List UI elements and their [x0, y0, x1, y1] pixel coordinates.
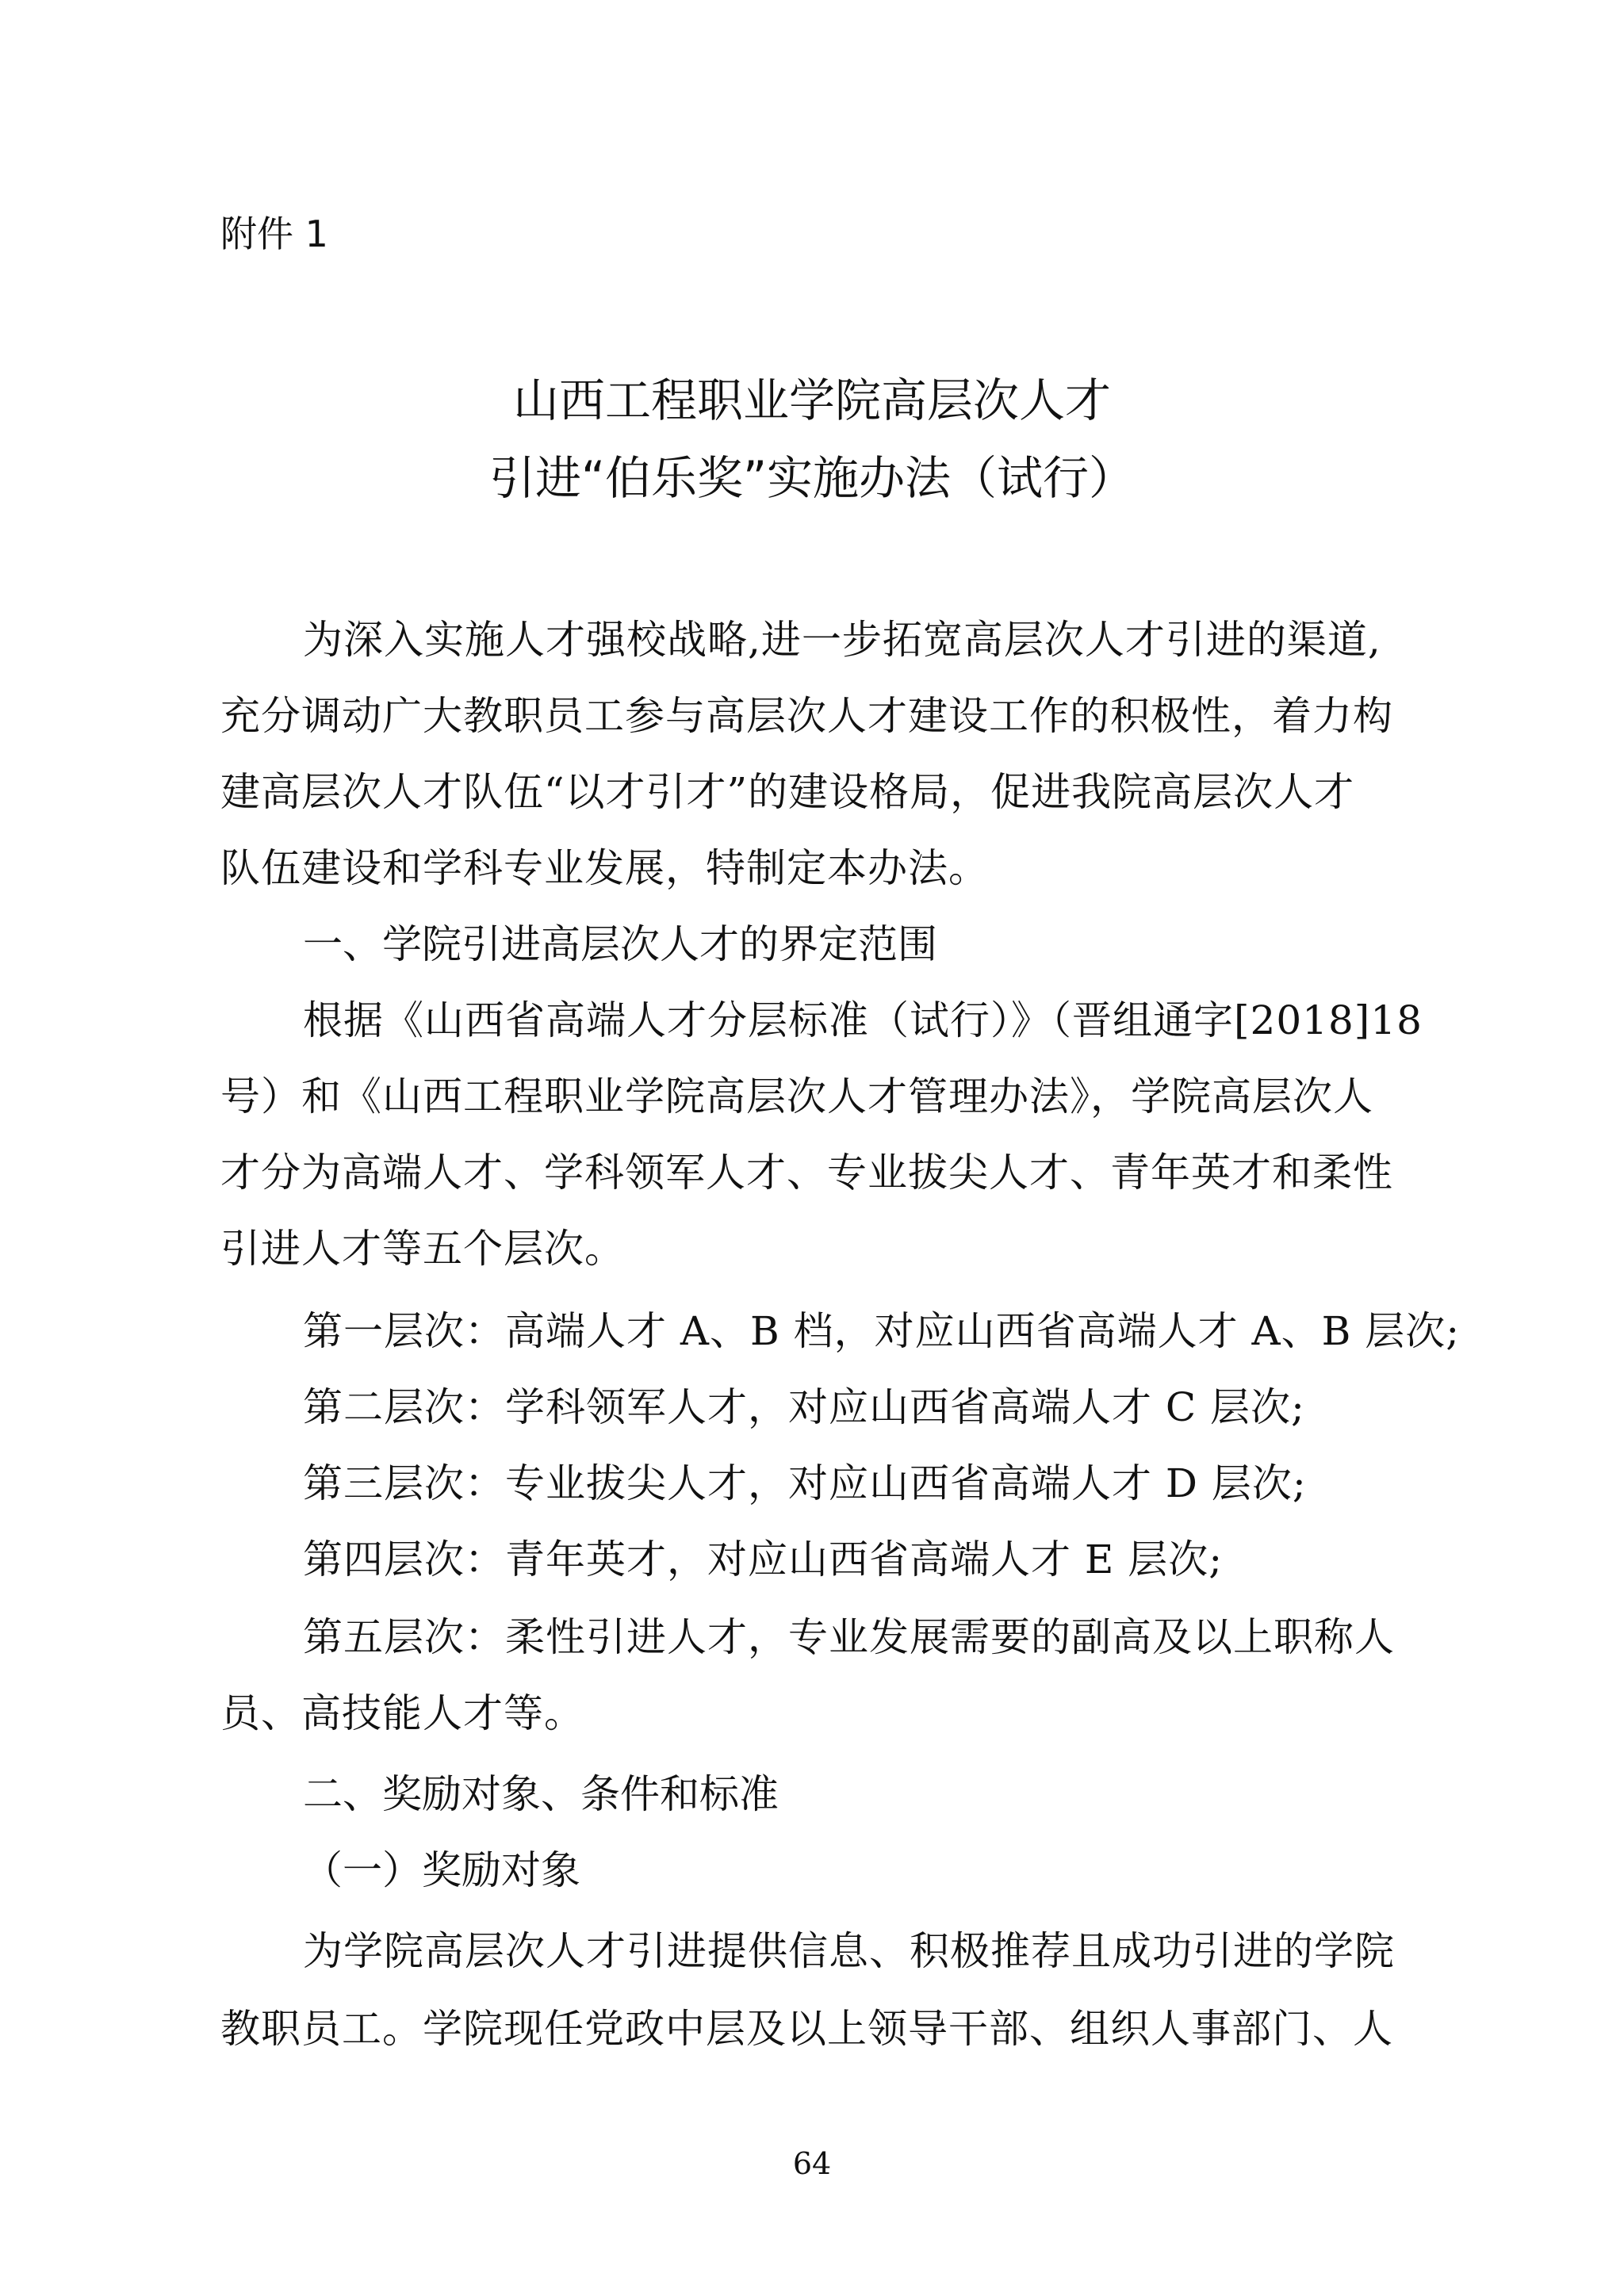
- level-3: 第三层次：专业拔尖人才，对应山西省高端人才 D 层次;: [303, 1460, 1307, 1506]
- document-title-line-1: 山西工程职业学院高层次人才: [512, 373, 1111, 427]
- level-5-line-2: 员、高技能人才等。: [220, 1690, 584, 1736]
- section1-line-2: 号）和《山西工程职业学院高层次人才管理办法》，学院高层次人: [220, 1073, 1373, 1119]
- intro-line-2: 充分调动广大教职员工参与高层次人才建设工作的积极性，着力构: [220, 693, 1393, 739]
- level-4: 第四层次：青年英才，对应山西省高端人才 E 层次;: [303, 1536, 1224, 1582]
- section-heading-scope: 一、学院引进高层次人才的界定范围: [303, 921, 937, 967]
- level-1: 第一层次：高端人才 A、B 档，对应山西省高端人才 A、B 层次;: [303, 1308, 1461, 1354]
- intro-line-1: 为深入实施人才强校战略,进一步拓宽高层次人才引进的渠道,: [303, 617, 1381, 663]
- subsection-heading-reward-target: （一）奖励对象: [303, 1847, 580, 1893]
- section1-line-3: 才分为高端人才、学科领军人才、专业拔尖人才、青年英才和柔性: [220, 1150, 1393, 1196]
- section1-line-1: 根据《山西省高端人才分层标准（试行）》（晋组通字[2018]18: [303, 997, 1423, 1043]
- subsection1-line-2: 教职员工。学院现任党政中层及以上领导干部、组织人事部门、人: [220, 2006, 1393, 2052]
- section1-line-4: 引进人才等五个层次。: [220, 1226, 625, 1272]
- level-5-line-1: 第五层次：柔性引进人才，专业发展需要的副高及以上职称人: [303, 1614, 1395, 1660]
- page-number: 64: [792, 2146, 832, 2181]
- section-heading-reward: 二、奖励对象、条件和标准: [303, 1771, 779, 1817]
- level-2: 第二层次：学科领军人才，对应山西省高端人才 C 层次;: [303, 1384, 1305, 1430]
- intro-line-3: 建高层次人才队伍“以才引才”的建设格局，促进我院高层次人才: [220, 769, 1355, 815]
- document-title-line-2: 引进“伯乐奖”实施办法（试行）: [488, 451, 1136, 505]
- intro-line-4: 队伍建设和学科专业发展，特制定本办法。: [220, 845, 989, 891]
- attachment-label: 附件 1: [220, 212, 328, 255]
- subsection1-line-1: 为学院高层次人才引进提供信息、积极推荐且成功引进的学院: [303, 1928, 1395, 1974]
